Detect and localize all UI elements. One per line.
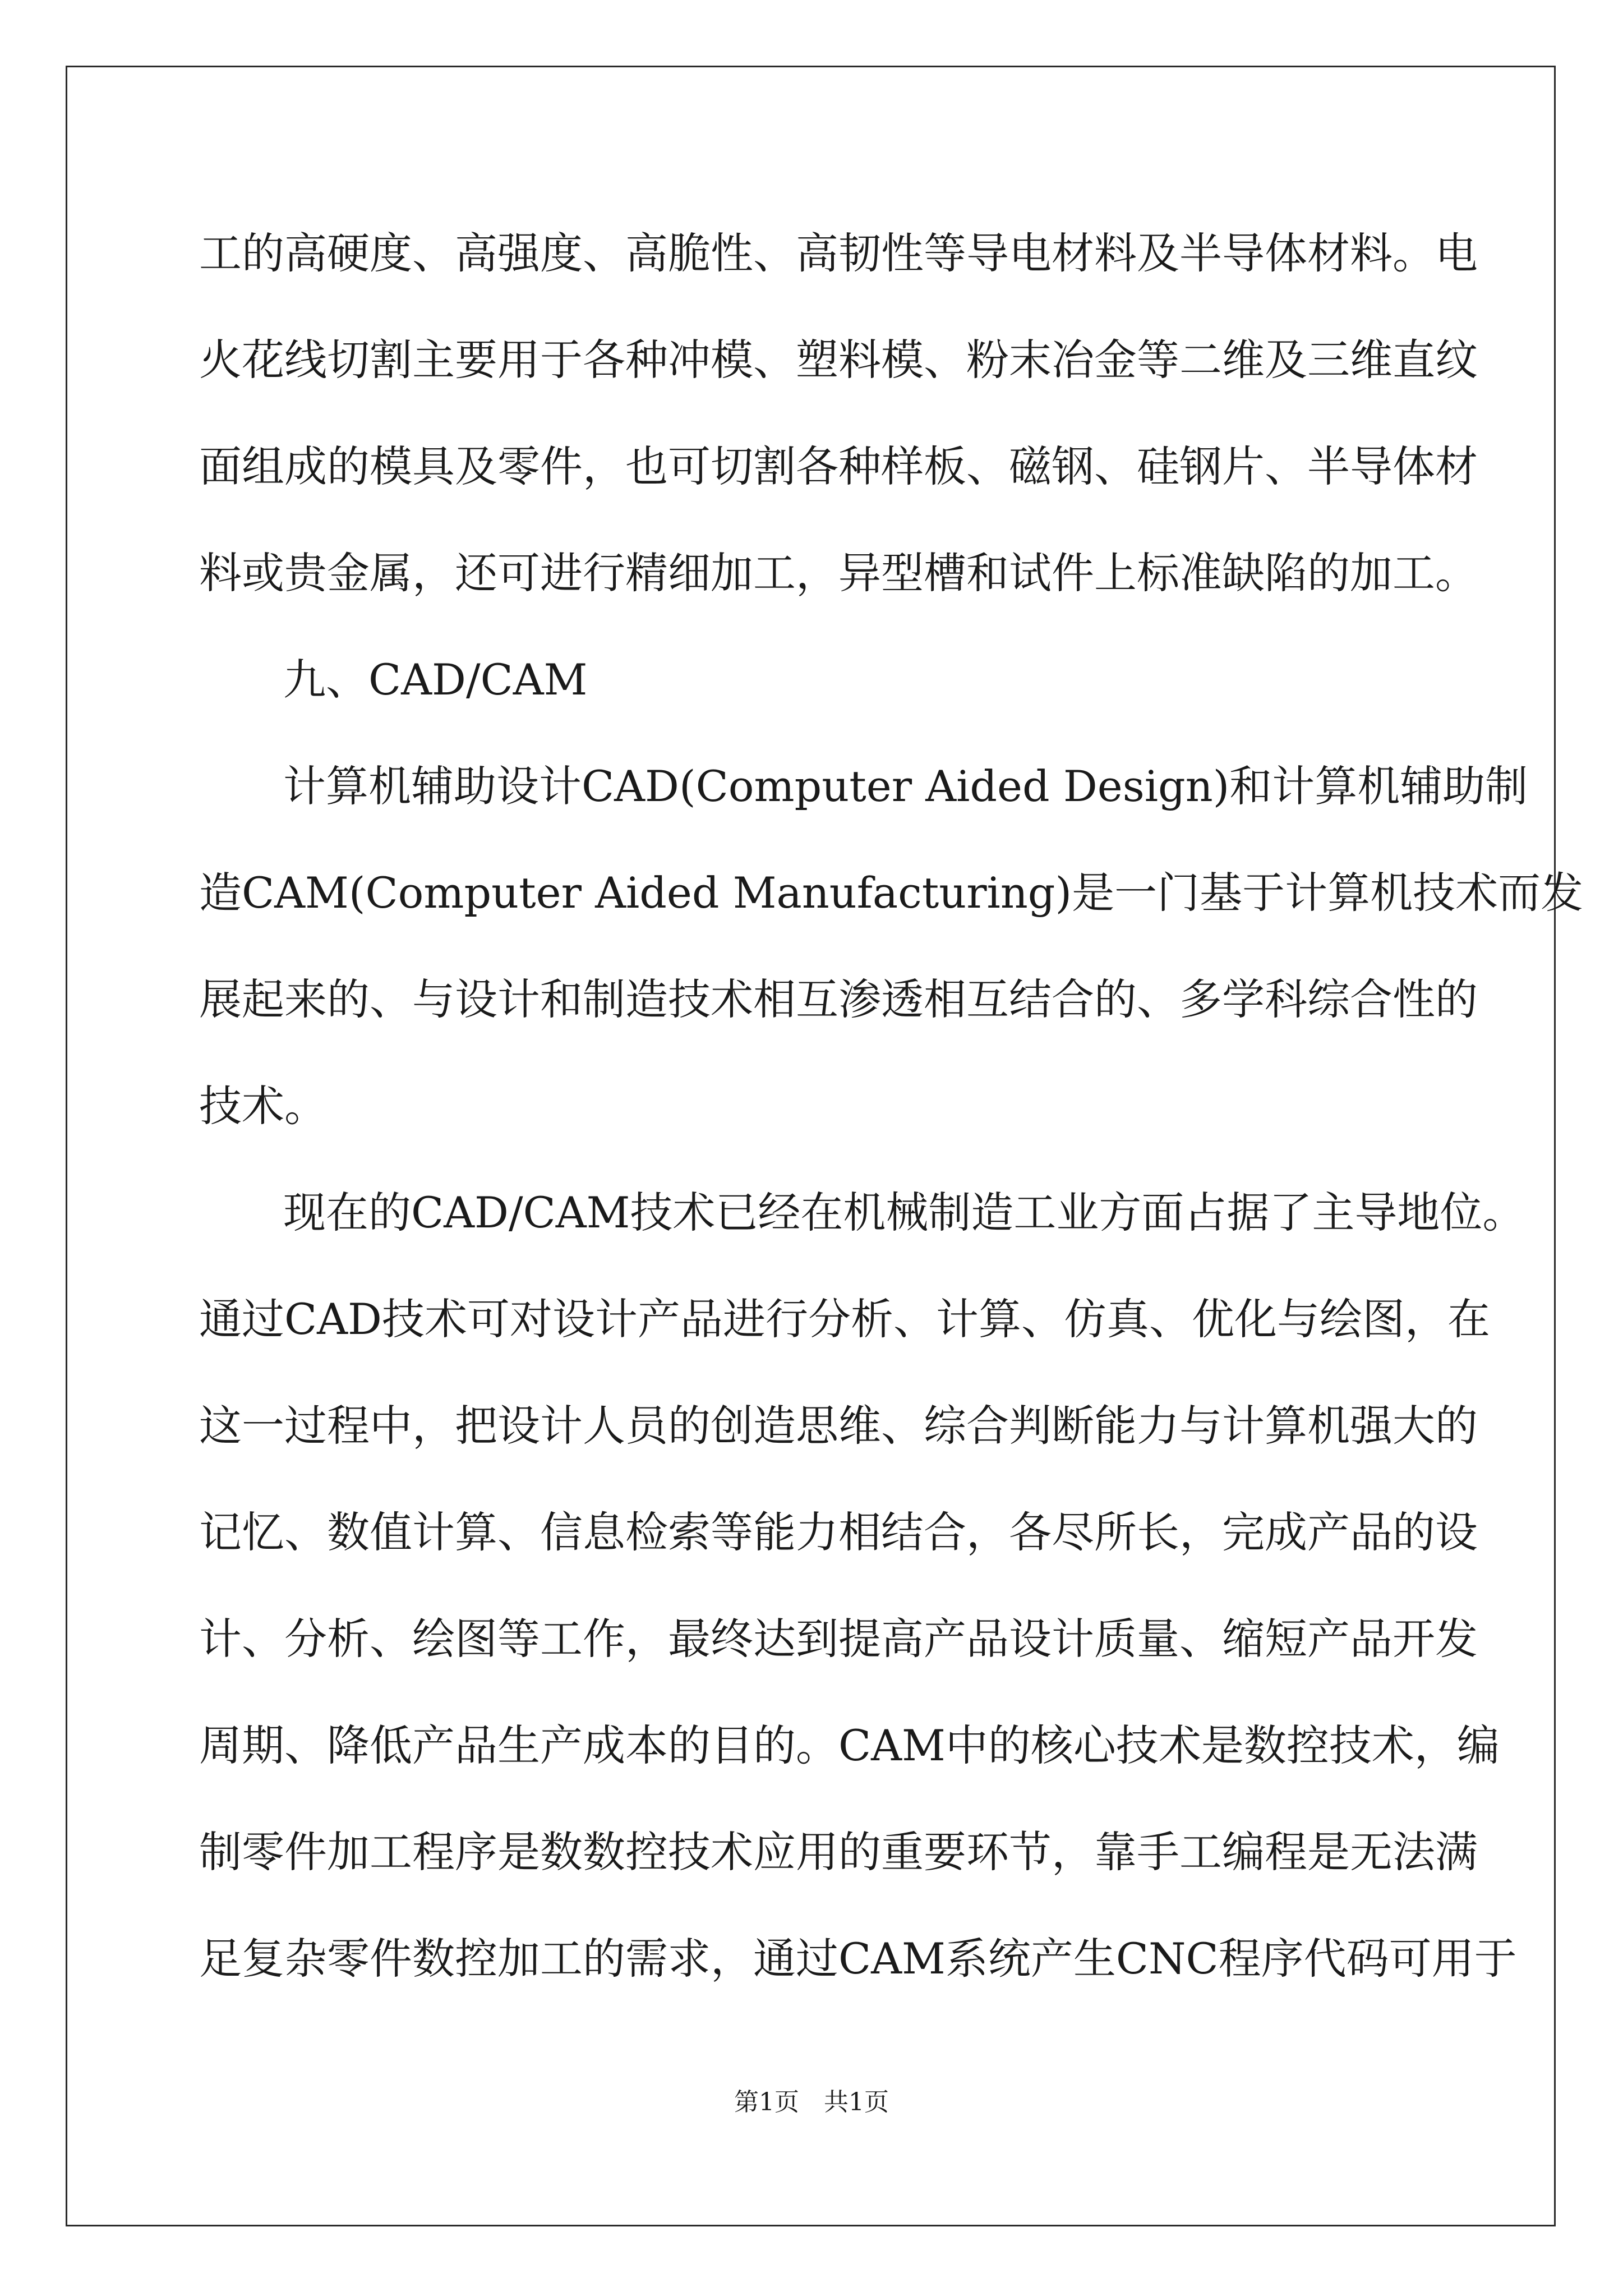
page-number: 第1页: [734, 2088, 799, 2116]
paragraph-line: 通过CAD技术可对设计产品进行分析、计算、仿真、优化与绘图，在: [199, 1294, 1490, 1344]
page-total: 共1页: [824, 2088, 889, 2116]
paragraph-line: 面组成的模具及零件，也可切割各种样板、磁钢、硅钢片、半导体材: [199, 441, 1478, 491]
paragraph-line: 这一过程中，把设计人员的创造思维、综合判断能力与计算机强大的: [199, 1401, 1478, 1451]
paragraph-line: 计、分析、绘图等工作，最终达到提高产品设计质量、缩短产品开发: [199, 1614, 1478, 1664]
section-heading: 九、CAD/CAM: [283, 655, 588, 705]
paragraph-line: 技术。: [199, 1081, 327, 1131]
paragraph-line: 火花线切割主要用于各种冲模、塑料模、粉末冶金等二维及三维直纹: [199, 335, 1478, 385]
paragraph-line: 造CAM(Computer Aided Manufacturing)是一门基于计算机技术而发: [199, 868, 1584, 918]
paragraph-line: 计算机辅助设计CAD(Computer Aided Design)和计算机辅助制: [283, 761, 1528, 811]
paragraph-line: 周期、降低产品生产成本的目的。CAM中的核心技术是数控技术，编: [199, 1720, 1500, 1770]
paragraph-line: 现在的CAD/CAM技术已经在机械制造工业方面占据了主导地位。: [283, 1188, 1525, 1237]
paragraph-line: 展起来的、与设计和制造技术相互渗透相互结合的、多学科综合性的: [199, 974, 1478, 1024]
paragraph-line: 记忆、数值计算、信息检索等能力相结合，各尽所长，完成产品的设: [199, 1507, 1478, 1557]
paragraph-line: 料或贵金属，还可进行精细加工，异型槽和试件上标准缺陷的加工。: [199, 548, 1478, 598]
paragraph-line: 足复杂零件数控加工的需求，通过CAM系统产生CNC程序代码可用于: [199, 1934, 1517, 1984]
page-footer: [0, 2086, 1623, 2119]
paragraph-line: 工的高硬度、高强度、高脆性、高韧性等导电材料及半导体材料。电: [199, 228, 1478, 278]
paragraph-line: 制零件加工程序是数数控技术应用的重要环节，靠手工编程是无法满: [199, 1827, 1478, 1877]
